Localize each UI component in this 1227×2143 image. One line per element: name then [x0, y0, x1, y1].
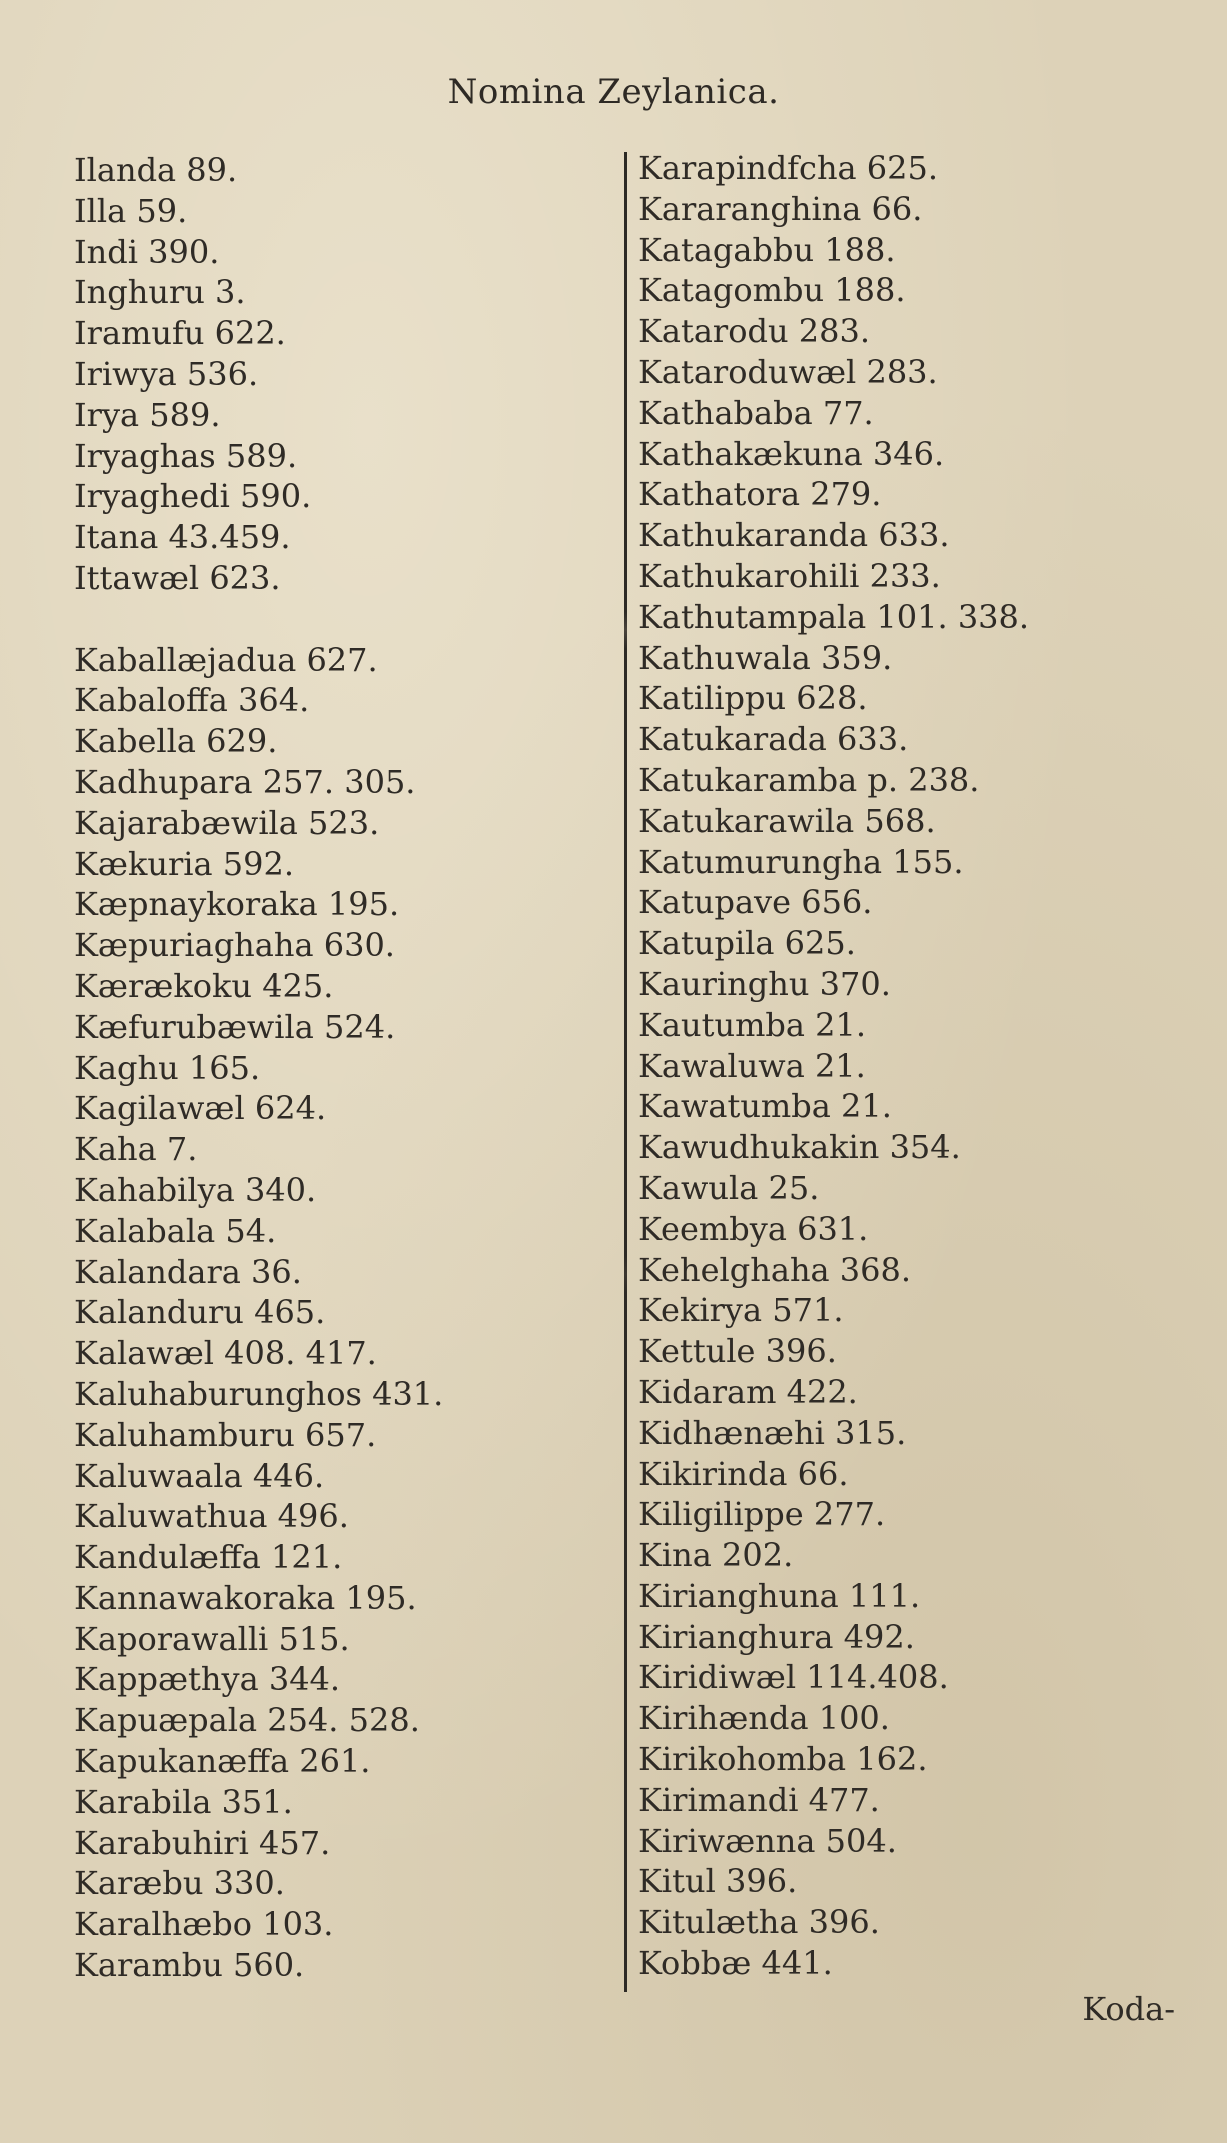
- index-entry: Kathakækuna 346.: [638, 434, 945, 473]
- index-entry: Kathutampala 101. 338.: [638, 597, 1030, 636]
- group-gap: [74, 599, 634, 640]
- index-entry: Indi 390.: [74, 232, 220, 271]
- index-entry: Kautumba 21.: [638, 1005, 867, 1044]
- index-entry: Kapukanæffa 261.: [74, 1742, 371, 1781]
- index-entry: Kirianghura 492.: [638, 1617, 915, 1656]
- index-entry: Ilanda 89.: [74, 151, 238, 189]
- index-entry: Karapindfcha 625.: [638, 149, 939, 187]
- index-entry: Kadhupara 257. 305.: [74, 762, 416, 801]
- index-entry: Kalanduru 465.: [74, 1293, 326, 1332]
- index-entry: Kitul 396.: [638, 1862, 798, 1901]
- index-entry: Kiridiwæl 114.408.: [638, 1658, 949, 1697]
- index-entry: Iramufu 622.: [74, 314, 286, 353]
- index-entry: Kalawæl 408. 417.: [74, 1334, 377, 1373]
- index-entry: Kabaloffa 364.: [74, 681, 310, 720]
- index-entry: Kauringhu 370.: [638, 964, 891, 1003]
- index-entry: Katukarawila 568.: [638, 801, 936, 840]
- index-entry: Kaha 7.: [74, 1130, 198, 1169]
- index-entry: Kathababa 77.: [638, 393, 874, 432]
- index-entry: Kaballæjadua 627.: [74, 640, 378, 679]
- index-entry: Kekirya 571.: [638, 1291, 844, 1330]
- catchword: Koda-: [1082, 1990, 1175, 2028]
- index-entry: Kawatumba 21.: [638, 1087, 892, 1126]
- index-entry: Kærækoku 425.: [74, 966, 334, 1005]
- index-entry: Kettule 396.: [638, 1332, 837, 1371]
- index-entry: Iriwya 536.: [74, 354, 259, 393]
- index-entry: Kathatora 279.: [638, 475, 882, 514]
- index-entry: Kirihænda 100.: [638, 1699, 890, 1738]
- index-entry: Kahabilya 340.: [74, 1170, 317, 1209]
- index-entry: Kaluhaburunghos 431.: [74, 1374, 444, 1413]
- index-entry: Kirimandi 477.: [638, 1780, 880, 1819]
- index-entry: Kathuwala 359.: [638, 638, 893, 677]
- index-entry: Kæpnaykoraka 195.: [74, 885, 400, 924]
- index-entry: Katupila 625.: [638, 924, 856, 963]
- index-entry: Iryaghedi 590.: [74, 477, 312, 516]
- index-entry: Katarodu 283.: [638, 312, 870, 351]
- index-entry: Karabuhiri 457.: [74, 1823, 331, 1862]
- index-entry: Katupave 656.: [638, 883, 873, 922]
- index-entry: Kajarabæwila 523.: [74, 803, 380, 842]
- index-entry: Kækuria 592.: [74, 844, 295, 883]
- index-entry: Kathukarohili 233.: [638, 556, 941, 595]
- index-entry: Kapuæpala 254. 528.: [74, 1701, 420, 1740]
- index-entry: Kandulæffa 121.: [74, 1538, 343, 1577]
- index-entry: Iryaghas 589.: [74, 436, 298, 475]
- index-entry: Kidaram 422.: [638, 1372, 858, 1411]
- index-entry: Irya 589.: [74, 395, 221, 434]
- index-entry: Karalhæbo 103.: [74, 1905, 334, 1944]
- index-entry: Kidhænæhi 315.: [638, 1413, 907, 1452]
- index-entry: Karabila 351.: [74, 1782, 293, 1821]
- index-entry: Kiligilippe 277.: [638, 1495, 886, 1534]
- index-entry: Kalabala 54.: [74, 1211, 277, 1250]
- index-entry: Katagabbu 188.: [638, 230, 896, 269]
- page-header: Nomina Zeylanica.: [447, 72, 780, 112]
- index-entry: Kitulætha 396.: [638, 1903, 880, 1942]
- index-entry: Kæfurubæwila 524.: [74, 1007, 396, 1046]
- index-entry: Kawudhukakin 354.: [638, 1128, 961, 1167]
- index-entry: Kawaluwa 21.: [638, 1046, 866, 1085]
- index-entry: Kalandara 36.: [74, 1252, 302, 1291]
- index-entry: Kataroduwæl 283.: [638, 352, 938, 391]
- right-column: [638, 148, 1118, 1984]
- index-entry: Karambu 560.: [74, 1946, 305, 1985]
- index-entry: Kikirinda 66.: [638, 1454, 849, 1493]
- index-entry: Katukaramba p. 238.: [638, 760, 980, 799]
- index-entry: Kathukaranda 633.: [638, 516, 950, 555]
- left-column: [74, 150, 634, 1986]
- index-entry: Itana 43.459.: [74, 518, 291, 557]
- index-entry: Katilippu 628.: [638, 679, 868, 718]
- index-entry: Kagilawæl 624.: [74, 1089, 327, 1128]
- index-entry: Karæbu 330.: [74, 1864, 285, 1903]
- index-entry: Kaghu 165.: [74, 1048, 261, 1087]
- index-entry: Kabella 629.: [74, 722, 278, 761]
- index-entry: Kannawakoraka 195.: [74, 1578, 417, 1617]
- index-entry: Kaluwathua 496.: [74, 1497, 349, 1536]
- index-entry: Kappæthya 344.: [74, 1660, 341, 1699]
- index-entry: Kaporawalli 515.: [74, 1619, 350, 1658]
- index-entry: Kæpuriaghaha 630.: [74, 926, 395, 965]
- index-entry: Kiriwænna 504.: [638, 1821, 897, 1860]
- index-entry: Katukarada 633.: [638, 720, 909, 759]
- index-entry: Kina 202.: [638, 1536, 794, 1575]
- index-entry: Kirikohomba 162.: [638, 1740, 928, 1779]
- index-entry: Keembya 631.: [638, 1209, 869, 1248]
- index-entry: Illa 59.: [74, 191, 188, 230]
- index-entry: Kobbæ 441.: [638, 1944, 833, 1983]
- index-entry: Katagombu 188.: [638, 271, 906, 310]
- index-entry: Kararanghina 66.: [638, 189, 923, 228]
- index-entry: Katumurungha 155.: [638, 842, 964, 881]
- index-entry: Ittawæl 623.: [74, 558, 281, 597]
- index-entry: Kaluwaala 446.: [74, 1456, 325, 1495]
- index-entry: Kehelghaha 368.: [638, 1250, 912, 1289]
- index-entry: Kawula 25.: [638, 1168, 820, 1207]
- index-entry: Kirianghuna 111.: [638, 1576, 921, 1615]
- index-entry: Inghuru 3.: [74, 273, 246, 312]
- index-entry: Kaluhamburu 657.: [74, 1415, 377, 1454]
